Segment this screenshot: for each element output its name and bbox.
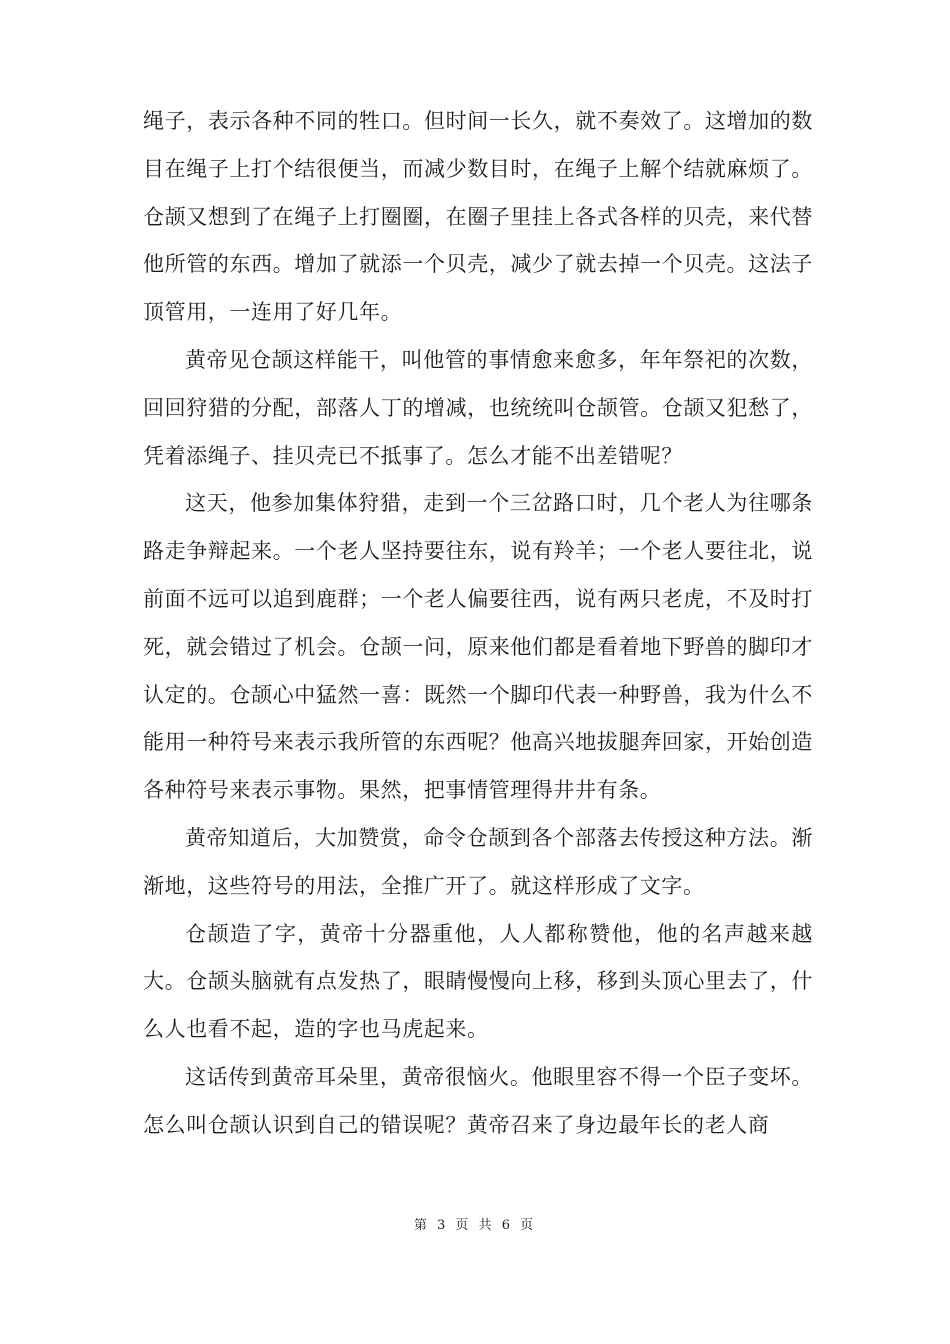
paragraph-6: 这话传到黄帝耳朵里，黄帝很恼火。他眼里容不得一个臣子变坏。怎么叫仓颉认识到自己的错误呢？黄帝召来了身边最年长的老人商: [143, 1064, 813, 1137]
paragraph-4: 黄帝知道后，大加赞赏，命令仓颉到各个部落去传授这种方法。渐渐地，这些符号的用法，全推广开了。就这样形成了文字。: [143, 825, 813, 898]
paragraph-3: 这天，他参加集体狩猎，走到一个三岔路口时，几个老人为往哪条路走争辩起来。一个老人坚持要往东，说有羚羊；一个老人要往北，说前面不远可以追到鹿群；一个老人偏要往西，说有两只老虎，不及时打死，就会错过了机会。仓颉一问，原来他们都是看着地下野兽的脚印才认定的。仓颉心中猛然一喜：既然一个脚印代表一种野兽，我为什么不能用一种符号来表示我所管的东西呢？他高兴地拔腿奔回家，开始创造各种符号来表示事物。果然，把事情管理得井井有条。: [143, 491, 813, 803]
body-text: [143, 98, 813, 1150]
paragraph-5: 仓颉造了字，黄帝十分器重他，人人都称赞他，他的名声越来越大。仓颉头脑就有点发热了，眼睛慢慢向上移，移到头顶心里去了，什么人也看不起，造的字也马虎起来。: [143, 921, 813, 1042]
paragraph-1: 绳子，表示各种不同的牲口。但时间一长久，就不奏效了。这增加的数目在绳子上打个结很便当，而减少数目时，在绳子上解个结就麻烦了。仓颉又想到了在绳子上打圈圈，在圈子里挂上各式各样的贝壳，来代替他所管的东西。增加了就添一个贝壳，减少了就去掉一个贝壳。这法子顶管用，一连用了好几年。: [143, 109, 813, 325]
page-footer: 第 3 页 共 6 页: [413, 1218, 537, 1233]
paragraph-2: 黄帝见仓颉这样能干，叫他管的事情愈来愈多，年年祭祀的次数，回回狩猎的分配，部落人丁的增减，也统统叫仓颉管。仓颉又犯愁了，凭着添绳子、挂贝壳已不抵事了。怎么才能不出差错呢？: [143, 347, 813, 468]
